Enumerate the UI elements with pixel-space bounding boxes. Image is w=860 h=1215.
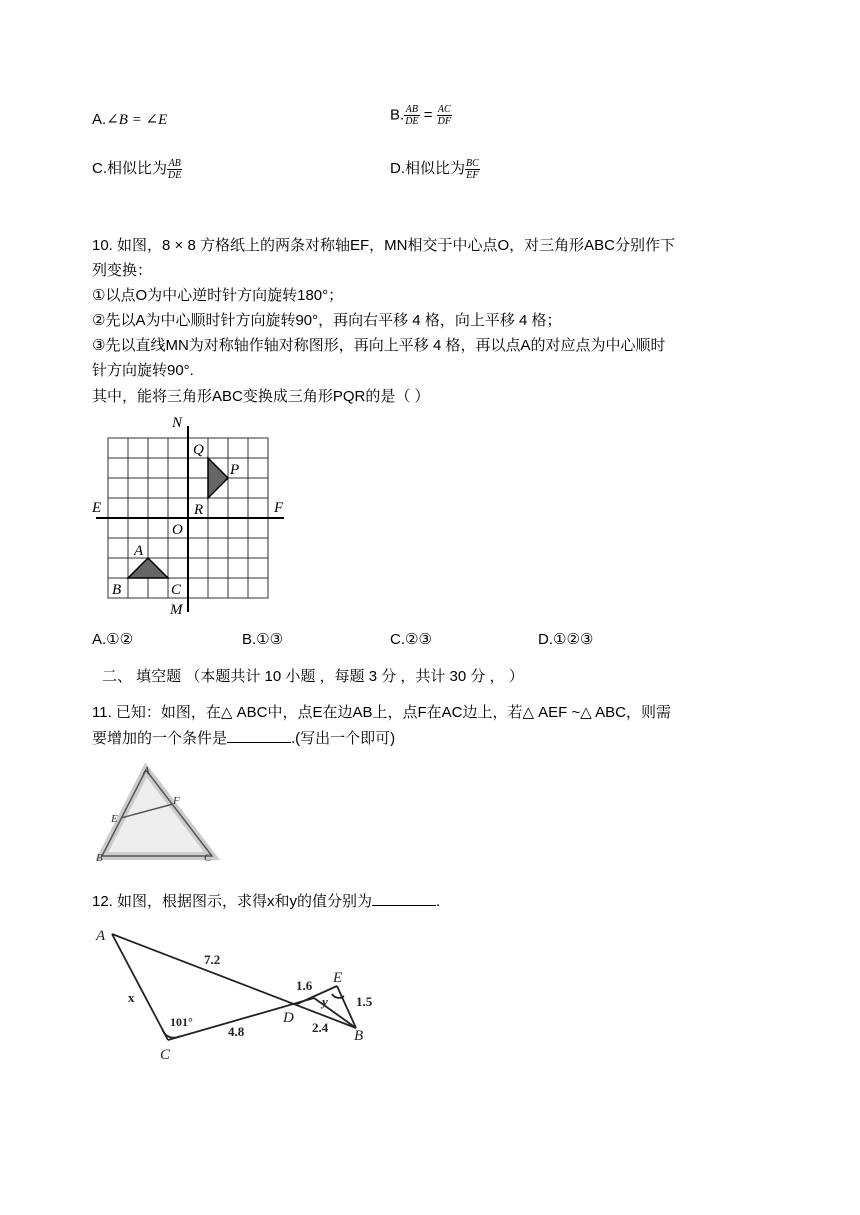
fraction-ab-de: $\frac{AB}{DE}$: [405, 104, 419, 127]
label-b: B: [112, 582, 122, 598]
label-o: O: [172, 522, 183, 538]
label-eb: 1.5: [356, 994, 373, 1009]
label-d: D: [283, 1010, 294, 1026]
answer-blank: [227, 728, 291, 743]
triangle-figure-q11: [88, 760, 223, 868]
triangles-figure-q12: [90, 918, 390, 1068]
q10-line-7: 其中，能将三角形ABC变换成三角形PQR的是（ ）: [92, 388, 430, 405]
label-n: N: [172, 415, 183, 431]
q10-line-6: 针方向旋转90°.: [92, 362, 194, 379]
label-e: E: [111, 813, 118, 825]
label-b: B: [354, 1028, 364, 1044]
q9-option-a: A.∠B = ∠E: [92, 111, 168, 128]
label-f: F: [173, 795, 180, 807]
label-c: C: [160, 1047, 171, 1063]
grid-figure: [90, 408, 300, 618]
q9-option-b: B. $\frac{AB}{DE}$ = $\frac{AC}{DF}$: [390, 104, 451, 127]
label-c: C: [171, 582, 182, 598]
q10-option-c: C.②③: [390, 631, 432, 648]
label-r: R: [194, 502, 204, 518]
q10-option-b: B.①③: [242, 631, 284, 648]
label-e: E: [92, 500, 102, 516]
label-angle: 101°: [170, 1015, 193, 1029]
q10-line-3: ①以点O为中心逆时针方向旋转180°；: [92, 287, 344, 304]
label-y: y: [322, 994, 328, 1009]
q10-line-1: 10. 如图，8 × 8 方格纸上的两条对称轴EF，MN相交于中心点O，对三角形ABC分别作下: [92, 237, 675, 254]
q11-line-1: 11. 已知：如图，在△ ABC中，点E在边AB上，点F在AC边上，若△ AEF ~△ ABC，则需: [92, 704, 671, 721]
label-a: A: [96, 928, 106, 944]
q12-line: 12. 如图，根据图示，求得x和y的值分别为 .: [92, 893, 441, 910]
q9-option-c: C.相似比为 $\frac{AB}{DE}$: [92, 157, 182, 181]
triangle-pqr: [208, 458, 228, 498]
fraction-ac-df: $\frac{AC}{DF}$: [437, 104, 451, 127]
label-cd: 4.8: [228, 1024, 245, 1039]
label-b: B: [96, 852, 103, 864]
triangle-abc: [128, 558, 168, 578]
label-a: A: [134, 543, 144, 559]
label-ad: 7.2: [204, 952, 221, 967]
q10-option-d: D.①②③: [538, 631, 594, 648]
q10-line-5: ③先以直线MN为对称轴作轴对称图形，再向上平移 4 格，再以点A的对应点为中心顺时: [92, 337, 666, 354]
q10-option-a: A.①②: [92, 631, 134, 648]
label-q: Q: [193, 442, 204, 458]
q10-line-4: ②先以A为中心顺时针方向旋转90°，再向右平移 4 格，向上平移 4 格；: [92, 312, 562, 329]
label-de: 1.6: [296, 978, 313, 993]
label-c: C: [204, 852, 212, 864]
answer-blank: [372, 891, 436, 906]
q9-option-d: D.相似比为 $\frac{BC}{EF}$: [390, 157, 479, 181]
section-heading: 二、 填空题 （本题共计 10 小题 ，每题 3 分 ，共计 30 分 ， ）: [102, 668, 524, 685]
q11-line-2: 要增加的一个条件是 .(写出一个即可): [92, 730, 396, 747]
label-m: M: [170, 602, 183, 618]
label-db: 2.4: [312, 1020, 329, 1035]
label-x: x: [128, 990, 135, 1005]
label-e: E: [333, 970, 343, 986]
label-p: P: [230, 462, 240, 478]
label-f: F: [274, 500, 284, 516]
label-a: A: [143, 765, 150, 777]
q10-line-2: 列变换：: [92, 262, 153, 279]
